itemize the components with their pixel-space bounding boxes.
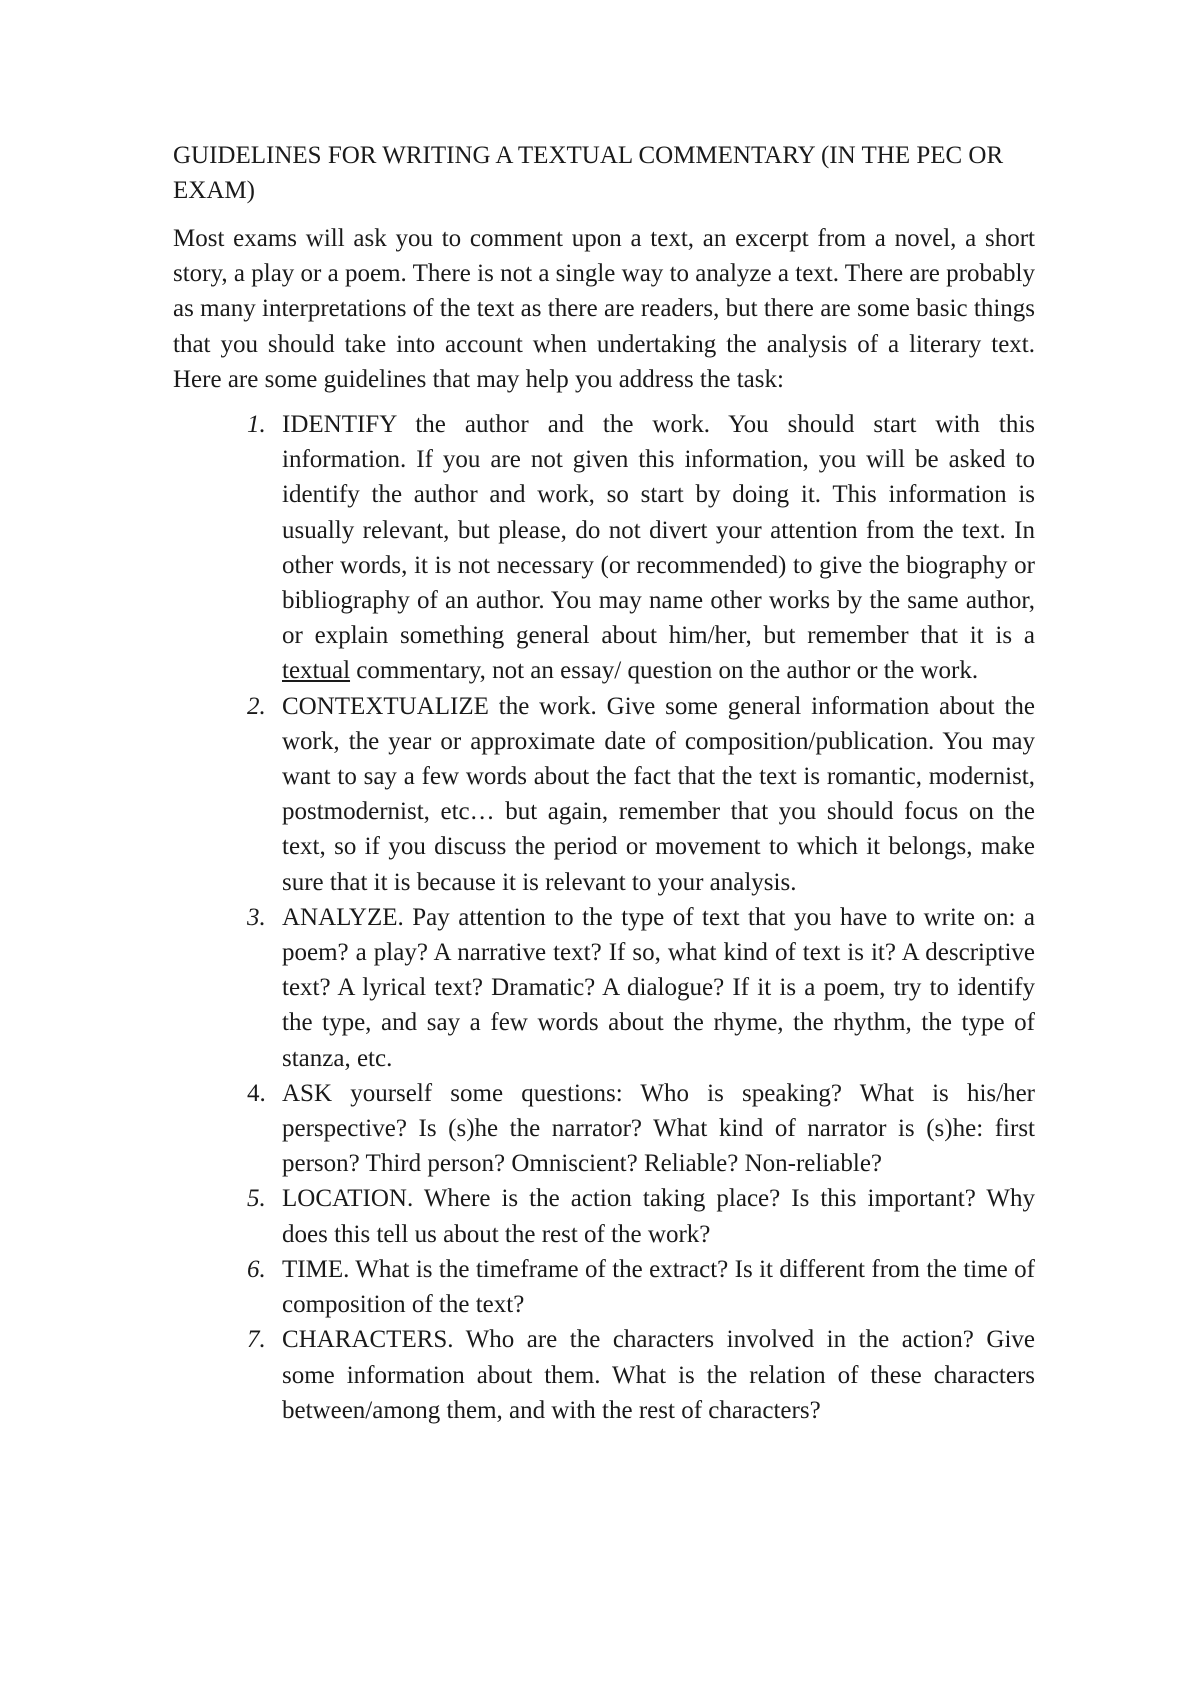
guideline-text-part: IDENTIFY the author and the work. You should start with this information. If you are not given this information, you will be asked to identify the author and work, so start by doing it. This information is usually relevant, but please, do not divert your attention from the text. In other words, it is not necessary (or recommended) to give the biography or bibliography of an author. You may name other works by the same author, or explain something general about him/her, but remember that it is a [282, 411, 1035, 650]
guideline-text: CHARACTERS. Who are the characters involved in the action? Give some information about them. What is the relation of these characters between/among them, and with the rest of characters? [282, 1326, 1035, 1424]
list-number: 5. [247, 1185, 266, 1213]
guideline-item-ask [173, 1076, 1035, 1182]
guideline-item-contextualize [173, 689, 1035, 900]
guideline-text: ANALYZE. Pay attention to the type of text that you have to write on: a poem? a play? A narrative text? If so, what kind of text is it? A descriptive text? A lyrical text? Dramatic? A dialogue? If it is a poem, try to identify the type, and say a few words about the rhyme, the rhythm, the type of stanza, etc. [282, 903, 1035, 1072]
document-title: GUIDELINES FOR WRITING A TEXTUAL COMMENTARY (IN THE PEC OR EXAM) [173, 142, 1004, 204]
guideline-item-characters [173, 1322, 1035, 1428]
guideline-text: CONTEXTUALIZE the work. Give some general information about the work, the year or approximate date of composition/publication. You may want to say a few words about the fact that the text is romantic, modernist, postmodernist, etc… but again, remember that you should focus on the text, so if you discuss the period or movement to which it belongs, make sure that it is because it is relevant to your analysis. [282, 692, 1035, 896]
guideline-text: ASK yourself some questions: Who is speaking? What is his/her perspective? Is (s)he the narrator? What kind of narrator is (s)he: first person? Third person? Omniscient? Reliable? Non-reliable? [282, 1079, 1035, 1178]
list-number: 7. [247, 1326, 266, 1354]
document-page [173, 138, 1035, 1428]
guidelines-list [173, 407, 1035, 1428]
guideline-item-analyze [173, 900, 1035, 1076]
list-number: 2. [247, 692, 266, 720]
list-number: 6. [247, 1255, 266, 1283]
guideline-text [282, 411, 1035, 684]
guideline-text: LOCATION. Where is the action taking place? Is this important? Why does this tell us about the rest of the work? [282, 1185, 1035, 1248]
guideline-item-time [173, 1252, 1035, 1322]
guideline-item-location [173, 1181, 1035, 1251]
list-number: 4. [247, 1079, 266, 1107]
underlined-word: textual [282, 657, 351, 685]
list-number: 1. [247, 411, 266, 439]
guideline-item-identify [173, 407, 1035, 689]
intro-paragraph: Most exams will ask you to comment upon a text, an excerpt from a novel, a short story, a play or a poem. There is not a single way to analyze a text. There are probably as many interpretations of the text as there are readers, but there are some basic things that you should take into account when undertaking the analysis of a literary text. Here are some guidelines that may help you address the task: [173, 225, 1035, 393]
guideline-text-part: commentary, not an essay/ question on the author or the work. [350, 657, 979, 685]
guideline-text: TIME. What is the timeframe of the extract? Is it different from the time of composition of the text? [282, 1255, 1035, 1319]
list-number: 3. [247, 903, 266, 931]
